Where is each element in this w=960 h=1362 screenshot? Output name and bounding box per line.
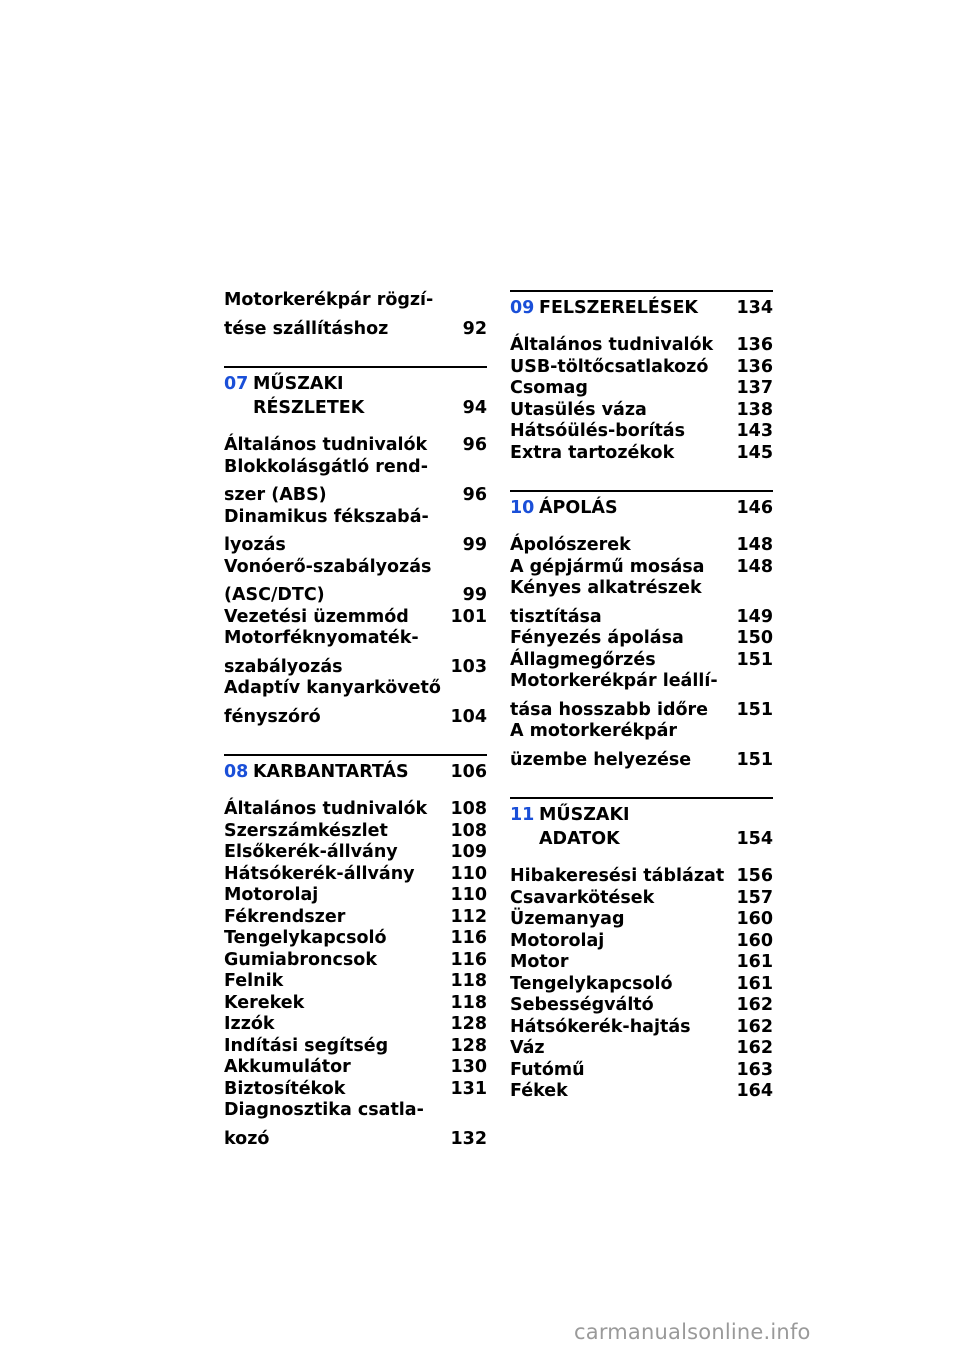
toc-entry[interactable]: [224, 928, 487, 950]
toc-entry[interactable]: [224, 993, 487, 1015]
toc-entry-title: Motorféknyomaték-: [224, 628, 419, 648]
toc-entry[interactable]: [510, 443, 773, 465]
toc-entry-page: 92: [462, 318, 487, 339]
toc-entry[interactable]: [224, 971, 487, 993]
toc-entry-title: Fényezés ápolása: [510, 628, 684, 648]
section-page: 134: [736, 298, 773, 318]
toc-entry-title: Futómű: [510, 1059, 585, 1080]
toc-entry[interactable]: [224, 1014, 487, 1036]
toc-entry-page: 137: [736, 378, 773, 398]
toc-entry-title: Izzók: [224, 1014, 275, 1034]
section-divider: [510, 490, 773, 492]
toc-entry-title: Adaptív kanyarkövető: [224, 678, 441, 698]
toc-entry[interactable]: [224, 678, 487, 728]
section-heading-07[interactable]: [224, 373, 487, 419]
section-page: 94: [462, 398, 487, 418]
section-divider: [224, 366, 487, 368]
toc-entry-title-cont: szabályozás: [224, 656, 343, 677]
toc-entry-title: A gépjármű mosása: [510, 556, 705, 577]
toc-entry-title-cont: kozó: [224, 1128, 270, 1149]
toc-entry-page: 151: [736, 699, 773, 720]
toc-entry-title-cont: (ASC/DTC): [224, 585, 325, 605]
toc-entry-title: Csavarkötések: [510, 887, 655, 908]
toc-entry-page: 160: [736, 930, 773, 951]
section-09-list: [510, 335, 773, 464]
toc-entry-page: 103: [450, 656, 487, 677]
toc-entry-title: Üzemanyag: [510, 909, 625, 929]
toc-entry[interactable]: [510, 888, 773, 910]
toc-entry-page: 128: [450, 1035, 487, 1056]
toc-entry-title: Blokkolásgátló rend-: [224, 456, 428, 477]
toc-entry-title: Állagmegőrzés: [510, 649, 656, 670]
toc-entry-page: 118: [450, 992, 487, 1013]
toc-entry-page: 136: [736, 356, 773, 377]
toc-left-column: [224, 290, 487, 1150]
toc-entry-page: 162: [736, 1038, 773, 1058]
section-title: KARBANTARTÁS: [253, 762, 409, 782]
toc-entry-title: Csomag: [510, 378, 588, 398]
toc-entry-page: 96: [462, 435, 487, 455]
toc-entry-page: 150: [736, 628, 773, 648]
toc-entry-page: 151: [736, 649, 773, 670]
toc-entry-title-cont: tése szállításhoz: [224, 318, 389, 339]
toc-entry-page: 151: [736, 749, 773, 770]
toc-entry-page: 108: [450, 799, 487, 819]
toc-entry-title: USB-töltőcsatlakozó: [510, 356, 709, 377]
toc-entry-page: 99: [462, 535, 487, 555]
toc-entry[interactable]: [510, 421, 773, 443]
toc-entry[interactable]: [224, 842, 487, 864]
toc-entry-page: 148: [736, 535, 773, 555]
toc-entry[interactable]: [510, 557, 773, 579]
toc-entry-page: 162: [736, 995, 773, 1015]
toc-entry-page: 131: [450, 1078, 487, 1099]
section-divider: [224, 754, 487, 756]
toc-entry[interactable]: [224, 907, 487, 929]
toc-entry-title: Általános tudnivalók: [224, 799, 428, 819]
toc-entry-title-cont: üzembe helyezése: [510, 749, 692, 770]
toc-entry[interactable]: [224, 885, 487, 907]
toc-entry-title: Motorkerékpár leállí-: [510, 671, 718, 691]
toc-entry-page: 132: [450, 1128, 487, 1149]
toc-entry[interactable]: [224, 607, 487, 629]
section-title-cont: RÉSZLETEK: [253, 398, 365, 418]
toc-entry-title: Hátsókerék-hajtás: [510, 1016, 691, 1037]
toc-entry-page: 161: [736, 973, 773, 994]
section-page: 106: [450, 762, 487, 782]
toc-entry[interactable]: [224, 799, 487, 821]
toc-entry[interactable]: [510, 535, 773, 557]
section-number: 07: [224, 374, 249, 394]
toc-entry-page: 138: [736, 399, 773, 420]
toc-entry[interactable]: [510, 1060, 773, 1082]
toc-entry[interactable]: [510, 578, 773, 628]
toc-entry-title: Tengelykapcsoló: [510, 973, 673, 994]
toc-entry-page: 118: [450, 971, 487, 991]
section-divider: [510, 290, 773, 292]
toc-entry-page: 143: [736, 421, 773, 441]
toc-entry-title: Gumiabroncsok: [224, 949, 377, 970]
toc-entry[interactable]: [510, 909, 773, 931]
toc-entry[interactable]: [224, 1100, 487, 1150]
toc-entry-page: 148: [736, 556, 773, 577]
toc-entry[interactable]: [510, 952, 773, 974]
toc-entry-title: Motorolaj: [224, 885, 319, 905]
toc-entry[interactable]: [510, 866, 773, 888]
toc-entry[interactable]: [224, 435, 487, 457]
section-heading-08[interactable]: [224, 761, 487, 783]
toc-entry-page: 145: [736, 442, 773, 463]
toc-entry-page: 96: [462, 485, 487, 505]
toc-entry-title: Extra tartozékok: [510, 442, 675, 463]
section-title: MŰSZAKI: [539, 805, 630, 825]
toc-entry[interactable]: [510, 931, 773, 953]
toc-entry-page: 160: [736, 909, 773, 929]
section-title-cont: ADATOK: [539, 829, 620, 849]
toc-entry-title: A motorkerékpár: [510, 721, 678, 741]
toc-entry[interactable]: [224, 821, 487, 843]
toc-entry[interactable]: [510, 1081, 773, 1103]
section-divider: [510, 797, 773, 799]
section-heading-10[interactable]: [510, 497, 773, 519]
toc-entry-page: 116: [450, 928, 487, 948]
section-title: ÁPOLÁS: [539, 498, 618, 518]
toc-entry-title: Indítási segítség: [224, 1035, 389, 1056]
toc-entry-title: Általános tudnivalók: [510, 335, 714, 355]
toc-entry-title: Motorolaj: [510, 930, 605, 951]
watermark-footer: carmanualsonline.info: [574, 1320, 811, 1344]
toc-entry[interactable]: [510, 335, 773, 357]
section-heading-09[interactable]: [510, 297, 773, 319]
toc-entry-title: Elsőkerék-állvány: [224, 842, 398, 862]
toc-entry[interactable]: [224, 507, 487, 557]
toc-entry[interactable]: [510, 400, 773, 422]
toc-entry-page: 157: [736, 887, 773, 908]
toc-entry-title: Dinamikus fékszabá-: [224, 506, 429, 527]
toc-entry-title: Biztosítékok: [224, 1078, 346, 1099]
toc-entry-title: Hátsóülés-borítás: [510, 421, 686, 441]
toc-entry[interactable]: [510, 1017, 773, 1039]
toc-entry-page: 99: [462, 585, 487, 605]
toc-entry-title: Szerszámkészlet: [224, 820, 388, 841]
toc-entry-title: Tengelykapcsoló: [224, 928, 387, 948]
toc-entry-title-cont: fényszóró: [224, 706, 321, 727]
toc-entry[interactable]: [224, 864, 487, 886]
toc-entry-page: 112: [450, 906, 487, 927]
toc-entry-title: Felnik: [224, 971, 284, 991]
toc-entry-title: Fékek: [510, 1081, 568, 1101]
section-number: 08: [224, 762, 249, 782]
toc-entry-title: Általános tudnivalók: [224, 435, 428, 455]
section-heading-11[interactable]: [510, 804, 773, 850]
toc-entry-title: Kényes alkatrészek: [510, 578, 702, 598]
toc-entry-page: 130: [450, 1057, 487, 1077]
toc-entry-title: Sebességváltó: [510, 995, 654, 1015]
toc-entry[interactable]: [510, 628, 773, 650]
toc-entry-page: 128: [450, 1014, 487, 1034]
toc-entry-page: 110: [450, 885, 487, 905]
toc-entry[interactable]: [224, 1036, 487, 1058]
toc-entry-page: 164: [736, 1081, 773, 1101]
toc-entry[interactable]: [224, 1057, 487, 1079]
section-title: MŰSZAKI: [253, 374, 344, 394]
section-title: FELSZERELÉSEK: [539, 298, 698, 318]
toc-entry-title: Váz: [510, 1038, 545, 1058]
toc-entry-title-cont: lyozás: [224, 535, 286, 555]
toc-entry-title-cont: tása hosszabb időre: [510, 699, 708, 720]
toc-entry[interactable]: [224, 950, 487, 972]
toc-entry-title: Akkumulátor: [224, 1057, 351, 1077]
toc-entry-title: Hátsókerék-állvány: [224, 863, 415, 884]
section-page: 154: [736, 829, 773, 849]
toc-entry[interactable]: [224, 628, 487, 678]
toc-entry-page: 149: [736, 606, 773, 627]
toc-entry[interactable]: [510, 1038, 773, 1060]
section-08-list: [224, 799, 487, 1150]
toc-entry-title: Diagnosztika csatla-: [224, 1100, 424, 1120]
toc-entry-page: 108: [450, 820, 487, 841]
toc-entry-title: Motor: [510, 952, 569, 972]
toc-entry-title-cont: szer (ABS): [224, 485, 327, 505]
toc-entry-page: 156: [736, 866, 773, 886]
toc-entry-page: 104: [450, 706, 487, 727]
toc-entry[interactable]: [510, 671, 773, 721]
toc-entry[interactable]: [510, 721, 773, 771]
toc-entry-page: 163: [736, 1059, 773, 1080]
toc-entry[interactable]: [224, 1079, 487, 1101]
toc-entry-title-cont: tisztítása: [510, 606, 602, 627]
section-07-list: [224, 435, 487, 728]
toc-entry-page: 162: [736, 1016, 773, 1037]
section-number: 09: [510, 298, 535, 318]
toc-entry-title: Motorkerékpár rögzí-: [224, 290, 434, 310]
toc-entry-page: 101: [450, 606, 487, 627]
toc-entry-title: Kerekek: [224, 992, 305, 1013]
toc-entry[interactable]: [510, 974, 773, 996]
toc-right-column: [510, 290, 773, 1103]
section-number: 10: [510, 498, 535, 518]
section-10-list: [510, 535, 773, 771]
toc-entry-title: Utasülés váza: [510, 399, 647, 420]
section-page: 146: [736, 498, 773, 518]
toc-entry[interactable]: [510, 650, 773, 672]
toc-entry-page: 109: [450, 842, 487, 862]
toc-entry[interactable]: [224, 557, 487, 607]
toc-entry[interactable]: [510, 378, 773, 400]
toc-entry-page: 116: [450, 949, 487, 970]
toc-entry-title: Fékrendszer: [224, 906, 346, 927]
toc-entry[interactable]: [224, 290, 487, 340]
toc-entry[interactable]: [510, 357, 773, 379]
toc-entry[interactable]: [510, 995, 773, 1017]
section-number: 11: [510, 805, 535, 825]
section-11-list: [510, 866, 773, 1103]
toc-entry[interactable]: [224, 457, 487, 507]
toc-entry-page: 136: [736, 335, 773, 355]
toc-entry-title: Vonóerő-szabályozás: [224, 556, 432, 577]
toc-entry-page: 161: [736, 952, 773, 972]
toc-entry-title: Hibakeresési táblázat: [510, 866, 725, 886]
toc-entry-page: 110: [450, 863, 487, 884]
toc-entry-title: Vezetési üzemmód: [224, 606, 409, 627]
toc-entry-title: Ápolószerek: [510, 535, 631, 555]
